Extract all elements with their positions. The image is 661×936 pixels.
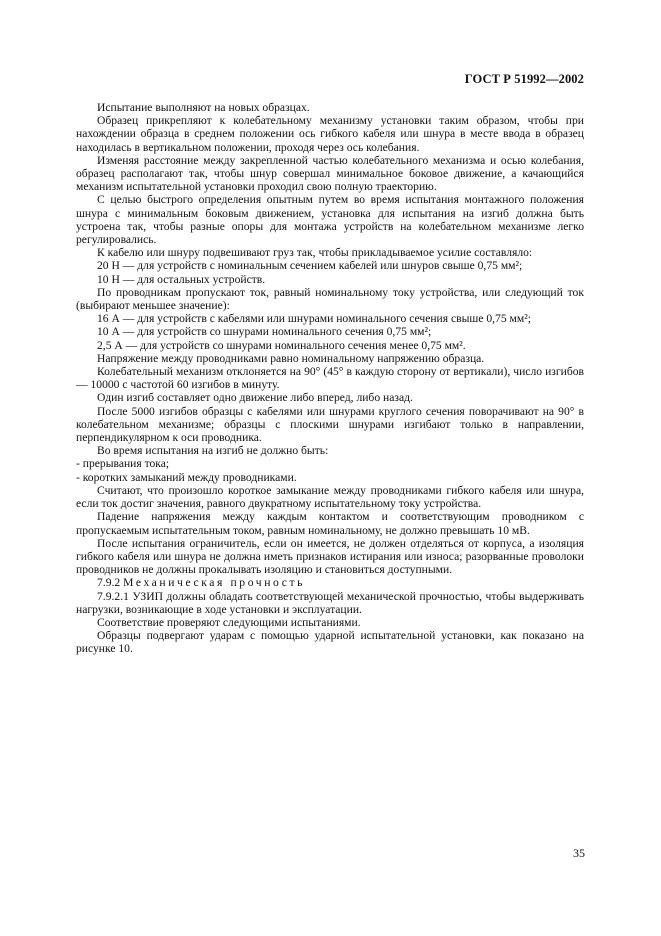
page-number: 35 [573, 846, 585, 860]
list-item: - коротких замыканий между проводниками. [76, 470, 297, 484]
section-number: 7.9.2 [97, 576, 121, 590]
paragraph: Изменяя расстояние между закрепленной частью колебательного механизма и осью колебания, образец располагают так, чтобы шнур совершал минимальное боковое движение, а качающийся механизм испытательной установки проходил свою полную траекторию. [76, 153, 584, 194]
paragraph: Во время испытания на изгиб не должно быть: [97, 444, 329, 458]
paragraph: Испытание выполняют на новых образцах. [97, 101, 310, 114]
paragraph: Напряжение между проводниками равно номинальному напряжению образца. [97, 351, 485, 365]
document-body [76, 101, 584, 656]
list-item: 10 Н — для остальных устройств. [97, 272, 266, 286]
paragraph: Колебательный механизм отклоняется на 90° (45° в каждую сторону от вертикали), число изгибов — 10000 с частотой 60 изгибов в минуту. [76, 365, 584, 392]
paragraph: По проводникам пропускают ток, равный номинальному току устройства, или следующий ток (выбирают меньшее значение): [76, 285, 584, 313]
paragraph: После 5000 изгибов образцы с кабелями или шнурами круглого сечения поворачивают на 90° в колебательном механизме; образцы с плоскими шнурами изгибают только в направлении, перпендикулярном к оси проводника. [76, 404, 584, 445]
clause-number: 7.9.2.1 [97, 589, 129, 603]
document-header: ГОСТ Р 51992—2002 [464, 72, 584, 86]
clause-text: УЗИП должны обладать соответствующей механической прочностью, чтобы выдерживать нагрузки, возникающие в ходе установки и эксплуатации. [76, 589, 584, 616]
section-title: Механическая прочность [123, 576, 306, 590]
list-item: 2,5 А — для устройств со шнурами номинального сечения менее 0,75 мм². [97, 338, 466, 352]
paragraph: Падение напряжения между каждым контактом и соответствующим проводником с пропускаемым испытательным током, равным номинальному, не должно превышать 10 мВ. [76, 510, 584, 537]
paragraph: К кабелю или шнуру подвешивают груз так, чтобы прикладываемое усилие составляло: [97, 246, 533, 260]
list-item: - прерывания тока; [76, 457, 170, 471]
list-item: 10 А — для устройств со шнурами номинального сечения 0,75 мм²; [97, 325, 432, 339]
paragraph: После испытания ограничитель, если он имеется, не должен отделяться от корпуса, а изоляция гибкого кабеля или шнура не должна иметь признаков истирания или износа; разорванные проволоки проводников не должны прокалывать изоляцию и становиться доступными. [76, 536, 584, 577]
paragraph: Образцы подвергают ударам с помощью ударной испытательной установки, как показано на рисунке 10. [76, 629, 584, 656]
list-item: 16 А — для устройств с кабелями или шнурами номинального сечения свыше 0,75 мм²; [97, 312, 531, 326]
paragraph: Образец прикрепляют к колебательному механизму установки таким образом, чтобы при нахождении образца в среднем положении ось гибкого кабеля или шнура в месте ввода в образец находилась в вертикальном положении, проходя через ось колебания. [76, 114, 584, 154]
clause-7-9-2-1 [76, 590, 584, 616]
list-item: 20 Н — для устройств с номинальным сечением кабелей или шнуров свыше 0,75 мм²; [97, 259, 523, 273]
paragraph: Один изгиб составляет одно движение либо вперед, либо назад. [97, 391, 413, 405]
paragraph: С целью быстрого определения опытным путем во время испытания монтажного положения шнура с минимальным боковым движением, установка для испытания на изгиб должна быть устроена так, чтобы разные опоры для монтажа устройств на колебательном механизме легко регулировались. [76, 193, 584, 247]
section-heading-7-9-2 [76, 576, 584, 589]
paragraph: Считают, что произошло короткое замыкание между проводниками гибкого кабеля или шнура, если ток достиг значения, равного двукратному испытательному току устройства. [76, 483, 584, 511]
paragraph: Соответствие проверяют следующими испытаниями. [97, 615, 361, 629]
